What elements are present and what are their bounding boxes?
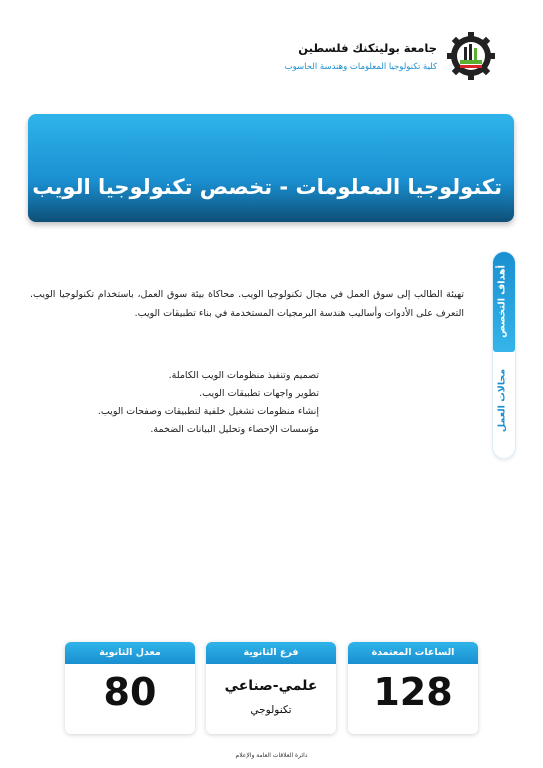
list-item: تصميم وتنفيذ منظومات الويب الكاملة.: [168, 370, 319, 381]
card-label: معدل الثانوية: [65, 642, 195, 664]
card-label: فرع الثانوية: [206, 642, 336, 664]
average-value: 80: [103, 670, 157, 714]
college-name: كلية تكنولوجيا المعلومات وهندسة الحاسوب: [284, 62, 437, 72]
jobs-list: [29, 367, 319, 439]
card-label: الساعات المعتمدة: [348, 642, 478, 664]
goals-tab-label: أهداف التخصص: [496, 265, 508, 338]
page-title: تكنولوجيا المعلومات - تخصص تكنولوجيا الويب: [32, 175, 502, 199]
branch-line-2: تكنولوجي: [250, 704, 292, 716]
university-name: جامعة بوليتكنك فلسطين: [298, 41, 437, 55]
goals-paragraph: تهيئة الطالب إلى سوق العمل في مجال تكنولوجيا الويب. محاكاة بيئة سوق العمل، باستخدام تكنولوجيا الويب. التعرف على الأدوات وأساليب هندسة البرمجيات المستخدمة في بناء تطبيقات الويب.: [30, 289, 464, 319]
branch-line-1: علمي-صناعي: [224, 678, 318, 694]
footer-text: دائرة العلاقات العامة والإعلام: [235, 752, 308, 759]
title-banner: [28, 114, 514, 222]
list-item: تطوير واجهات تطبيقات الويب.: [199, 388, 319, 399]
credit-hours-card: [348, 642, 478, 734]
university-logo: [445, 30, 497, 82]
list-item: مؤسسات الإحصاء وتحليل البيانات الضخمة.: [150, 424, 319, 435]
credit-hours-value: 128: [373, 670, 453, 714]
jobs-tab-label: مجالات العمل: [496, 368, 508, 433]
list-item: إنشاء منظومات تشغيل خلفية لتطبيقات وصفحات الويب.: [97, 406, 319, 417]
school-average-card: [65, 642, 195, 734]
school-branch-card: [206, 642, 336, 734]
